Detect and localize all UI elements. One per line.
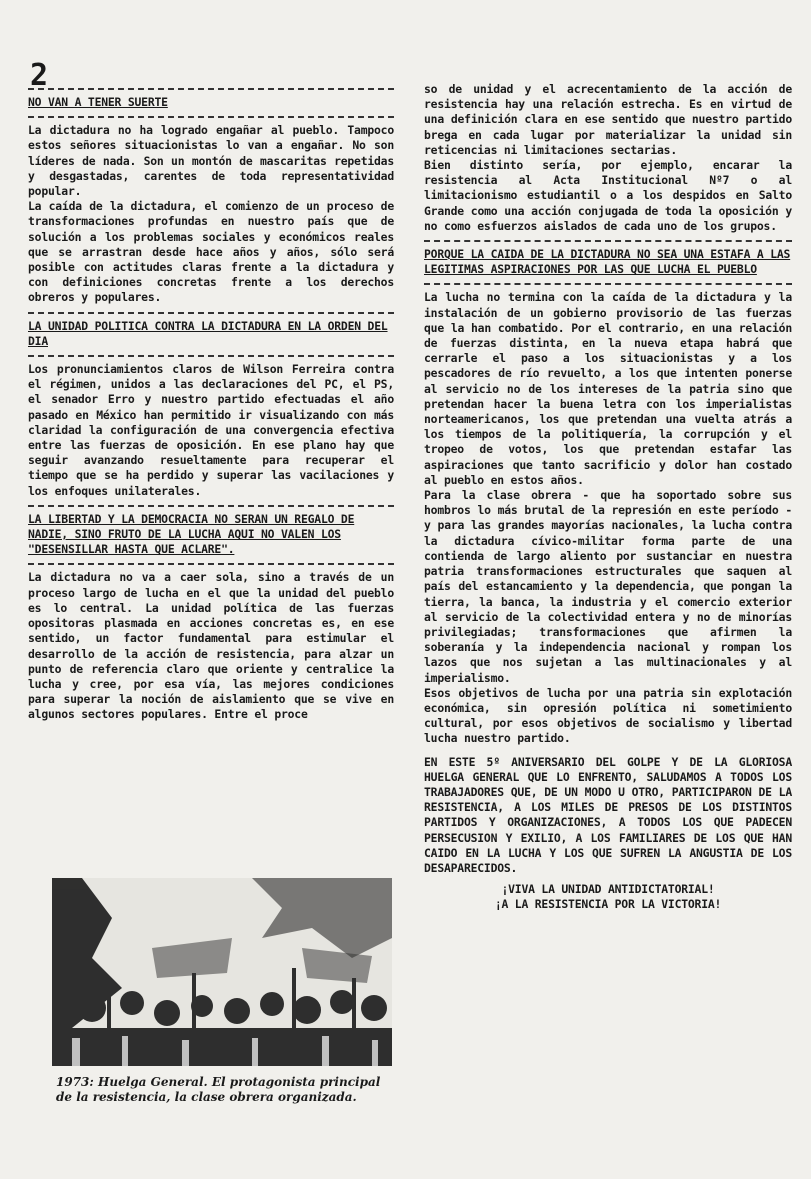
dashed-rule: [28, 505, 394, 507]
slogan: ¡A LA RESISTENCIA POR LA VICTORIA!: [494, 897, 722, 912]
photo-caption: 1973: Huelga General. El protagonista principal de la resistencia, la clase obrera organizada.: [56, 1075, 381, 1104]
paragraph: so de unidad y el acrecentamiento de la acción de resistencia hay una relación estrecha. Es en virtud de una definición clara en ese sentido que nuestro partido brega en cada lugar por materializar la unidad sin reticencias ni limitaciones sectarias.: [424, 82, 792, 157]
slogan: ¡VIVA LA UNIDAD ANTIDICTATORIAL!: [501, 882, 715, 897]
dashed-rule: [28, 312, 394, 314]
strike-photo: [52, 878, 392, 1066]
paragraph: La caída de la dictadura, el comienzo de un proceso de transformaciones profundas en nuestro país que de solución a los problemas sociales y económicos reales que se arrastran desde hace años y años, sólo será posible con actitudes claras frente a la dictadura y con definiciones concretas frente a los derechos obreros y populares.: [28, 199, 394, 305]
section-heading: PORQUE LA CAIDA DE LA DICTADURA NO SEA UNA ESTAFA A LAS LEGITIMAS ASPIRACIONES POR LAS QUE LUCHA EL PUEBLO: [424, 247, 791, 277]
dashed-rule: [28, 88, 394, 90]
paragraph: Para la clase obrera - que ha soportado sobre sus hombros lo más brutal de la represión en este período - y para las grandes mayorías nacionales, la lucha contra la dictadura cívico-militar forma parte de una contienda de largo aliento por sustanciar en nuestra patria transformaciones estructurales que saquen al país del estancamiento y la dependencia, que pongan la tierra, la banca, la industria y el comercio exterior al servicio de la colectividad entera y no de minorías privilegiadas; transformaciones que afirmen la soberanía y la independencia nacional y rompan los lazos que nos sujetan a las multinacionales y al imperialismo.: [424, 488, 792, 685]
dashed-rule: [424, 283, 792, 285]
dashed-rule: [28, 563, 394, 565]
crowd-photo-graphic: [52, 878, 392, 1066]
dashed-rule: [28, 116, 394, 118]
slogans: [424, 882, 792, 912]
paragraph: La dictadura no ha logrado engañar al pueblo. Tampoco estos señores situacionistas lo van a engañar. No son líderes de nada. Son un montón de mascaritas repetidas y desgastadas, carentes de toda representatividad popular.: [28, 123, 394, 199]
section-heading: NO VAN A TENER SUERTE: [28, 95, 168, 109]
paragraph: La dictadura no va a caer sola, sino a través de un proceso largo de lucha en el que la unidad del pueblo es lo central. La unidad política de las fuerzas opositoras plasmada en acciones concretas es, en ese sentido, un factor fundamental para estimular el desarrollo de la acción de resistencia, para alzar un punto de referencia claro que oriente y centralice la lucha y cree, por esa vía, las mejores condiciones para superar la noción de aislamiento que se vive en algunos sectores populares. Entre el proce: [28, 570, 394, 722]
paragraph: La lucha no termina con la caída de la dictadura y la instalación de un gobierno provisorio de las fuerzas que la han combatido. Por el contrario, en una relación de fuerzas distinta, en la nueva etapa habrá que cerrarle el paso a los situacionistas y a los pescadores de río revuelto, a los que intenten ponerse al servicio no de los intereses de la patria sino que pretendan hacer la buena letra con los imperialistas norteamericanos, los que pretendan una vuelta atrás a los tiempos de la politiquería, la corrupción y el tropeo de votos, los que pretendan estafar las aspiraciones que tanto sacrificio y dolor han costado al pueblo en estos años.: [424, 290, 792, 487]
section-heading: LA LIBERTAD Y LA DEMOCRACIA NO SERAN UN REGALO DE NADIE, SINO FRUTO DE LA LUCHA AQUI NO VALEN LOS "DESENSILLAR HASTA QUE ACLARE".: [28, 511, 355, 557]
closing-paragraph: EN ESTE 5º ANIVERSARIO DEL GOLPE Y DE LA GLORIOSA HUELGA GENERAL QUE LO ENFRENTO, SALUDAMOS A TODOS LOS TRABAJADORES QUE, DE UN MODO U OTRO, PARTICIPARON DE LA RESISTENCIA, A LOS MILES DE PRESOS DE LOS DISTINTOS PARTIDOS Y ORGANIZACIONES, A TODOS LOS QUE PADECEN PERSECUSION Y EXILIO, A LOS FAMILIARES DE LOS QUE HAN CAIDO EN LA LUCHA Y LOS QUE SUFREN LA ANGUSTIA DE LOS DESAPARECIDOS.: [424, 754, 792, 875]
section-heading: LA UNIDAD POLITICA CONTRA LA DICTADURA EN LA ORDEN DEL DIA: [28, 318, 388, 348]
dashed-rule: [424, 240, 792, 242]
paragraph: Bien distinto sería, por ejemplo, encarar la resistencia al Acta Institucional Nº7 o al limitacionismo estudiantil o a los despidos en Salto Grande como una acción conjugada de toda la oposición y no como esfuerzos aislados de cada uno de los grupos.: [424, 158, 792, 233]
page-number: 2: [30, 58, 49, 93]
right-column: [424, 82, 792, 913]
dashed-rule: [28, 355, 394, 357]
paragraph: Los pronunciamientos claros de Wilson Ferreira contra el régimen, unidos a las declaraciones del PC, el PS, el senador Erro y nuestro partido efectuadas el año pasado en México han permitido ir visualizando con más claridad la configuración de una convergencia efectiva entre las fuerzas de oposición. En ese plano hay que seguir avanzando resueltamente para recuperar el tiempo que se ha perdido y superar las vacilaciones y los enfoques unilaterales.: [28, 362, 394, 498]
left-column: [28, 82, 394, 723]
paragraph: Esos objetivos de lucha por una patria sin explotación económica, sin opresión política ni sometimiento cultural, por esos objetivos de socialismo y libertad lucha nuestro partido.: [424, 685, 792, 746]
